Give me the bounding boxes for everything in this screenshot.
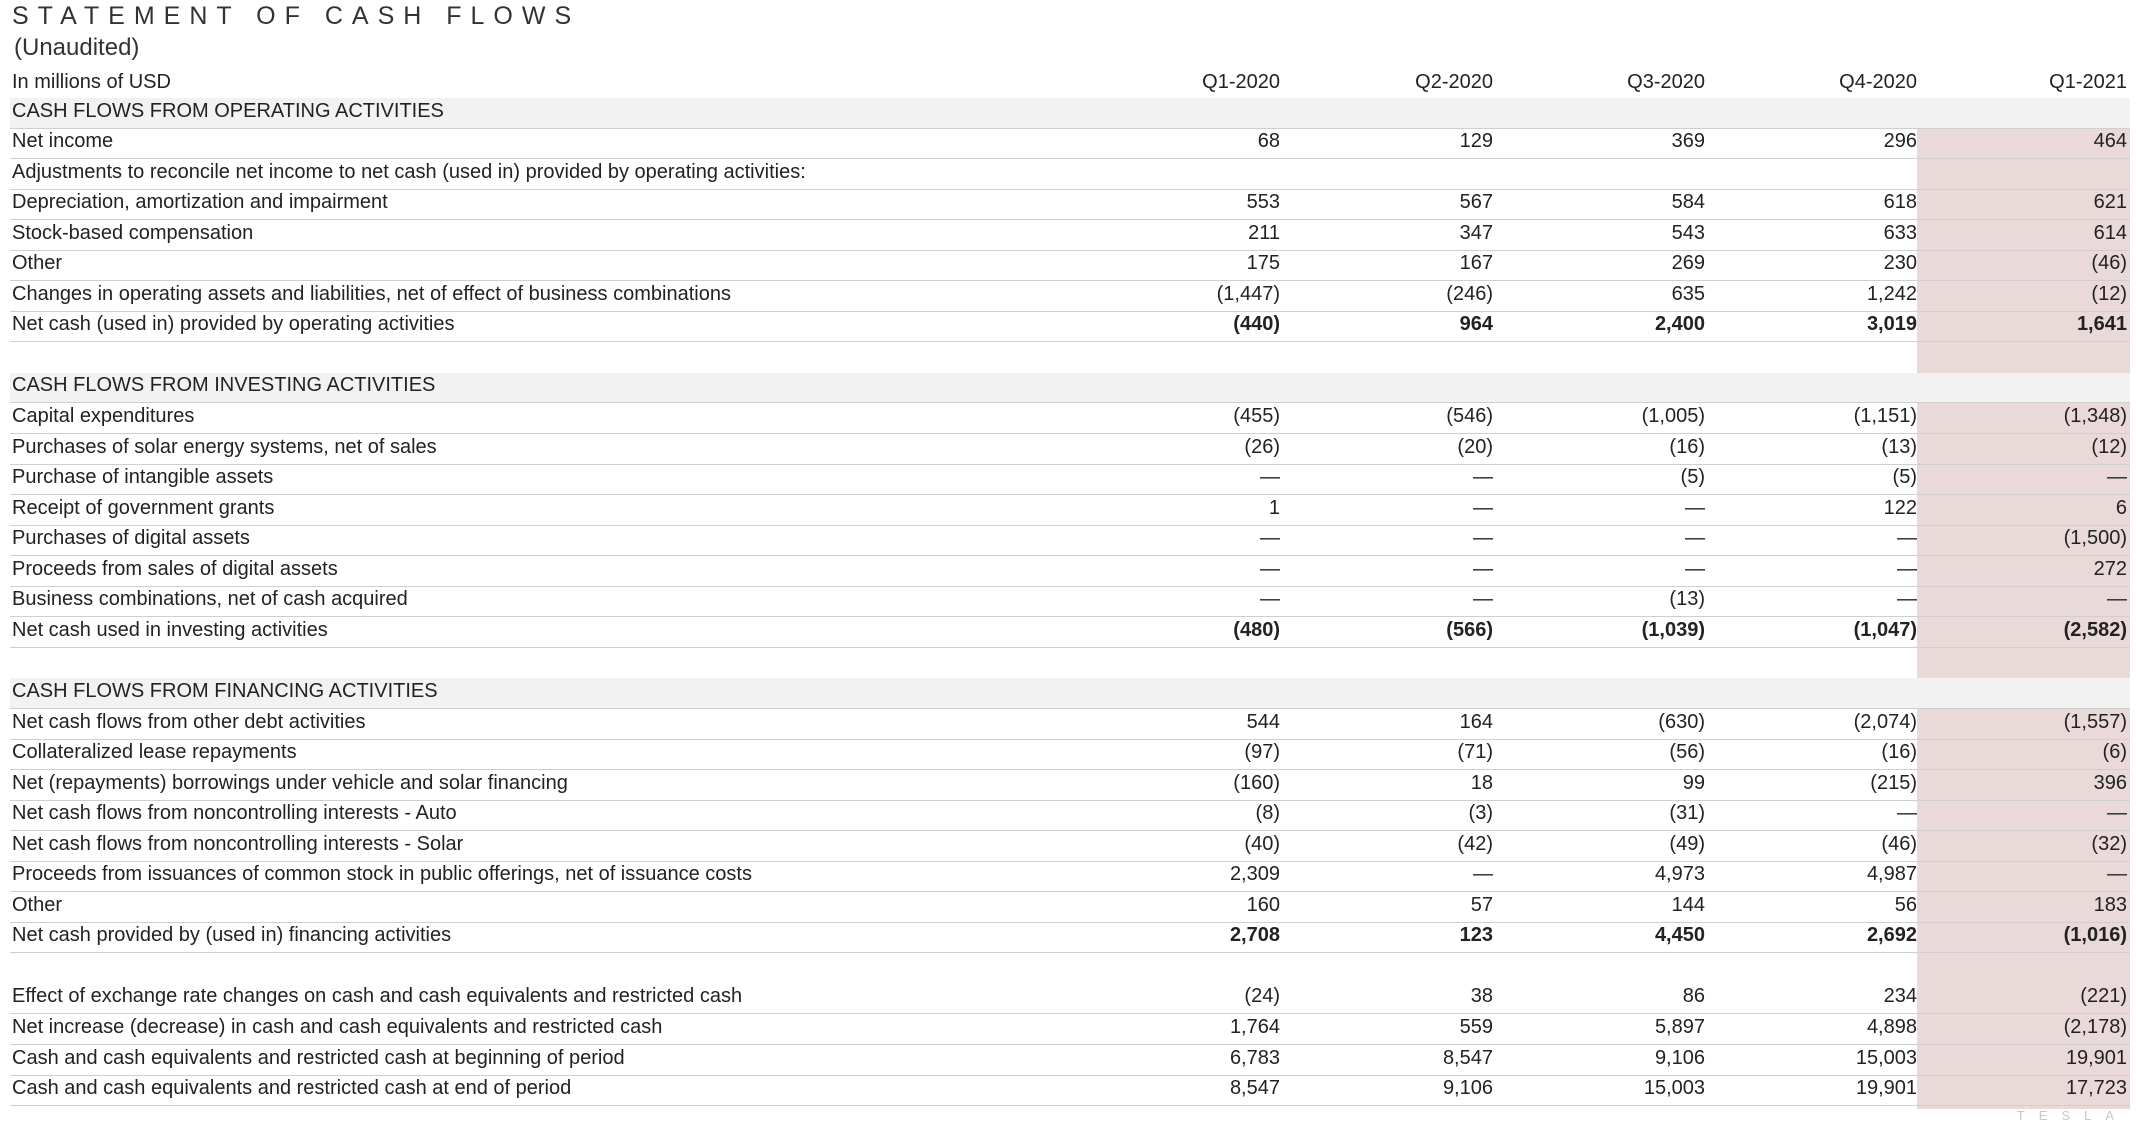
table-cell: 1 [1268, 496, 1280, 519]
row-label: Other [12, 252, 63, 275]
table-cell: 8,547 [1229, 1077, 1280, 1100]
total-row [10, 617, 2130, 648]
table-cell: (16) [1881, 741, 1917, 764]
column-header: Q4-2020 [1839, 70, 1917, 93]
table-cell: 1,764 [1229, 1016, 1280, 1038]
table-cell: — [1260, 557, 1280, 580]
table-cell: 86 [1682, 985, 1705, 1008]
table-cell: — [1260, 527, 1280, 550]
table-row [10, 1045, 2130, 1076]
table-cell: 9,106 [1442, 1077, 1493, 1100]
table-cell: — [2107, 466, 2127, 489]
table-row [10, 434, 2130, 465]
table-cell: 6 [2115, 496, 2127, 519]
table-cell: 553 [1246, 191, 1280, 214]
table-cell: — [1473, 496, 1493, 519]
row-label: Net cash flows from other debt activities [12, 710, 366, 733]
row-label: Net cash flows from noncontrolling interests - Auto [12, 802, 457, 825]
column-header: Q2-2020 [1415, 70, 1493, 93]
table-row [10, 831, 2130, 862]
table-cell: (46) [2091, 252, 2127, 275]
column-header: Q1-2021 [2049, 70, 2127, 93]
table-cell: (1,016) [2063, 924, 2127, 947]
table-cell: 19,901 [2065, 1046, 2127, 1069]
table-cell: 57 [1470, 893, 1493, 916]
table-cell: 347 [1459, 221, 1493, 244]
table-cell: 164 [1459, 710, 1493, 733]
table-cell: — [1473, 557, 1493, 580]
table-cell: — [1685, 496, 1705, 519]
row-label: CASH FLOWS FROM FINANCING ACTIVITIES [12, 679, 438, 702]
table-cell: (40) [1244, 832, 1280, 855]
table-cell: 122 [1883, 496, 1917, 519]
table-cell: (1,348) [2063, 405, 2127, 427]
table-cell: 17,723 [2065, 1077, 2127, 1100]
table-cell: 167 [1459, 252, 1493, 275]
table-cell: (12) [2091, 435, 2127, 458]
table-cell: 175 [1246, 252, 1280, 275]
statement-title: STATEMENT OF CASH FLOWS [12, 2, 581, 30]
tesla-wordmark-logo: TESLA [2016, 1108, 2128, 1123]
table-cell: 369 [1671, 130, 1705, 153]
table-cell: (42) [1457, 832, 1493, 855]
table-cell: (5) [1892, 466, 1917, 489]
row-label: Purchases of digital assets [12, 527, 250, 550]
table-cell: — [1897, 802, 1917, 825]
table-cell: (1,151) [1853, 405, 1917, 427]
row-label: Net (repayments) borrowings under vehicle and solar financing [12, 771, 568, 794]
table-cell: 9,106 [1654, 1046, 1705, 1069]
table-cell: (2,582) [2063, 618, 2127, 641]
table-cell: 396 [2093, 771, 2127, 794]
row-label: Effect of exchange rate changes on cash and cash equivalents and restricted cash [12, 985, 743, 1008]
table-row [10, 1015, 2130, 1046]
table-cell: — [1685, 557, 1705, 580]
table-cell: (3) [1468, 802, 1493, 825]
table-cell: — [1473, 466, 1493, 489]
row-label: Net cash flows from noncontrolling interests - Solar [12, 832, 464, 855]
table-cell: (215) [1870, 771, 1917, 794]
total-row [10, 312, 2130, 343]
section-fill [1917, 678, 2130, 708]
row-label: Adjustments to reconcile net income to net cash (used in) provided by operating activities: [12, 160, 806, 183]
table-cell: 621 [2093, 191, 2127, 214]
table-cell: 964 [1459, 313, 1493, 336]
table-cell: (6) [2102, 741, 2127, 764]
spacer-row [10, 342, 2130, 373]
row-label: Purchase of intangible assets [12, 466, 274, 489]
table-cell: 68 [1257, 130, 1280, 153]
table-cell: (46) [1881, 832, 1917, 855]
table-cell: (2,178) [2063, 1016, 2127, 1038]
row-label: Stock-based compensation [12, 221, 254, 244]
table-cell: (1,005) [1641, 405, 1705, 427]
table-cell: 4,987 [1866, 863, 1917, 886]
table-cell: (24) [1244, 985, 1280, 1008]
table-cell: 4,450 [1654, 924, 1705, 947]
table-row [10, 129, 2130, 160]
spacer-row [10, 648, 2130, 679]
table-cell: (13) [1669, 588, 1705, 611]
table-row [10, 526, 2130, 557]
table-header-row [10, 68, 2130, 99]
table-cell: — [1897, 527, 1917, 550]
table-cell: 464 [2093, 130, 2127, 153]
table-cell: (1,557) [2063, 710, 2127, 733]
table-cell: 129 [1459, 130, 1493, 153]
table-cell: 15,003 [1855, 1046, 1917, 1069]
table-cell: 144 [1671, 893, 1705, 916]
table-cell: 15,003 [1643, 1077, 1705, 1100]
table-row [10, 740, 2130, 771]
table-cell: 296 [1883, 130, 1917, 153]
table-cell: 2,692 [1866, 924, 1917, 947]
table-cell: 1,242 [1866, 282, 1917, 305]
table-cell: — [2107, 802, 2127, 825]
table-cell: (246) [1446, 282, 1493, 305]
table-cell: (8) [1255, 802, 1280, 825]
table-cell: — [2107, 588, 2127, 611]
table-cell: (1,047) [1853, 618, 1917, 641]
statement-subtitle: (Unaudited) [14, 34, 140, 61]
table-cell: (1,039) [1641, 618, 1705, 641]
table-row [10, 495, 2130, 526]
table-cell: — [1473, 527, 1493, 550]
table-row [10, 587, 2130, 618]
table-row [10, 404, 2130, 435]
table-cell: (546) [1446, 405, 1493, 427]
table-cell: (1,447) [1216, 282, 1280, 305]
row-label: CASH FLOWS FROM INVESTING ACTIVITIES [12, 374, 436, 397]
table-cell: 567 [1459, 191, 1493, 214]
table-cell: 559 [1459, 1016, 1493, 1038]
table-cell: 160 [1246, 893, 1280, 916]
table-cell: 6,783 [1229, 1046, 1280, 1069]
table-row [10, 159, 2130, 190]
row-label: Receipt of government grants [12, 496, 275, 519]
table-cell: 99 [1682, 771, 1705, 794]
table-cell: — [1473, 588, 1493, 611]
row-label: Business combinations, net of cash acquired [12, 588, 408, 611]
table-cell: 544 [1246, 710, 1280, 733]
table-cell: 543 [1671, 221, 1705, 244]
section-fill [1917, 373, 2130, 403]
table-row [10, 220, 2130, 251]
table-row [10, 984, 2130, 1015]
row-label: Purchases of solar energy systems, net of sales [12, 435, 437, 458]
table-cell: 56 [1894, 893, 1917, 916]
section-header-row [10, 373, 2130, 404]
table-cell: — [1260, 588, 1280, 611]
table-cell: 614 [2093, 221, 2127, 244]
table-cell: — [1685, 527, 1705, 550]
table-row [10, 862, 2130, 893]
row-label: CASH FLOWS FROM OPERATING ACTIVITIES [12, 99, 444, 122]
row-label: Changes in operating assets and liabilities, net of effect of business combinations [12, 282, 731, 305]
table-cell: 2,309 [1229, 863, 1280, 886]
table-cell: (26) [1244, 435, 1280, 458]
table-cell: 4,973 [1654, 863, 1705, 886]
table-cell: (221) [2080, 985, 2127, 1008]
section-fill [1917, 98, 2130, 128]
row-label: Capital expenditures [12, 405, 195, 427]
row-label: Net cash (used in) provided by operating activities [12, 313, 455, 336]
table-cell: (49) [1669, 832, 1705, 855]
row-label: Cash and cash equivalents and restricted cash at beginning of period [12, 1046, 625, 1069]
column-header: Q1-2020 [1202, 70, 1280, 93]
table-cell: (13) [1881, 435, 1917, 458]
row-label: Proceeds from sales of digital assets [12, 557, 338, 580]
table-cell: 18 [1470, 771, 1493, 794]
table-cell: 633 [1883, 221, 1917, 244]
table-cell: 4,898 [1866, 1016, 1917, 1038]
table-cell: 234 [1883, 985, 1917, 1008]
row-label: Proceeds from issuances of common stock in public offerings, net of issuance costs [12, 863, 752, 886]
table-cell: 230 [1883, 252, 1917, 275]
table-cell: 5,897 [1654, 1016, 1705, 1038]
table-cell: 584 [1671, 191, 1705, 214]
section-header-row [10, 98, 2130, 129]
table-cell: 8,547 [1442, 1046, 1493, 1069]
row-label: Net cash provided by (used in) financing activities [12, 924, 452, 947]
table-cell: 123 [1459, 924, 1493, 947]
row-label: Collateralized lease repayments [12, 741, 297, 764]
table-cell: 635 [1671, 282, 1705, 305]
table-cell: — [1897, 588, 1917, 611]
row-label: Cash and cash equivalents and restricted cash at end of period [12, 1077, 572, 1100]
table-cell: (12) [2091, 282, 2127, 305]
table-cell: 272 [2093, 557, 2127, 580]
table-cell: 19,901 [1855, 1077, 1917, 1100]
table-row [10, 709, 2130, 740]
table-row [10, 1076, 2130, 1107]
row-label: Other [12, 893, 63, 916]
table-cell: (20) [1457, 435, 1493, 458]
section-header-row [10, 678, 2130, 709]
column-header: Q3-2020 [1627, 70, 1705, 93]
table-cell: (32) [2091, 832, 2127, 855]
table-cell: (31) [1669, 802, 1705, 825]
table-cell: — [1897, 557, 1917, 580]
table-cell: (630) [1658, 710, 1705, 733]
table-cell: 1,641 [2076, 313, 2127, 336]
row-label: Net increase (decrease) in cash and cash equivalents and restricted cash [12, 1016, 663, 1038]
table-row [10, 190, 2130, 221]
table-cell: (566) [1446, 618, 1493, 641]
table-cell: (5) [1680, 466, 1705, 489]
table-cell: 269 [1671, 252, 1705, 275]
table-row [10, 251, 2130, 282]
units-label: In millions of USD [12, 70, 171, 93]
table-cell: — [1473, 863, 1493, 886]
table-row [10, 465, 2130, 496]
table-row [10, 892, 2130, 923]
total-row [10, 923, 2130, 954]
table-cell: 183 [2093, 893, 2127, 916]
table-cell: (455) [1233, 405, 1280, 427]
table-cell: (97) [1244, 741, 1280, 764]
table-cell: — [2107, 863, 2127, 886]
table-row [10, 801, 2130, 832]
table-cell: (2,074) [1853, 710, 1917, 733]
table-cell: (56) [1669, 741, 1705, 764]
table-cell: (440) [1233, 313, 1280, 336]
row-label: Net cash used in investing activities [12, 618, 328, 641]
table-cell: (160) [1233, 771, 1280, 794]
spacer-row [10, 953, 2130, 984]
table-cell: 3,019 [1866, 313, 1917, 336]
table-cell: 38 [1470, 985, 1493, 1008]
table-row [10, 556, 2130, 587]
table-cell: 2,708 [1229, 924, 1280, 947]
table-cell: (480) [1233, 618, 1280, 641]
row-label: Depreciation, amortization and impairment [12, 191, 388, 214]
table-cell: — [1260, 466, 1280, 489]
table-cell: (71) [1457, 741, 1493, 764]
table-row [10, 281, 2130, 312]
table-row [10, 770, 2130, 801]
table-cell: (16) [1669, 435, 1705, 458]
row-label: Net income [12, 130, 114, 153]
table-cell: 618 [1883, 191, 1917, 214]
table-cell: 211 [1248, 221, 1280, 244]
table-cell: 2,400 [1654, 313, 1705, 336]
table-cell: (1,500) [2063, 527, 2127, 550]
